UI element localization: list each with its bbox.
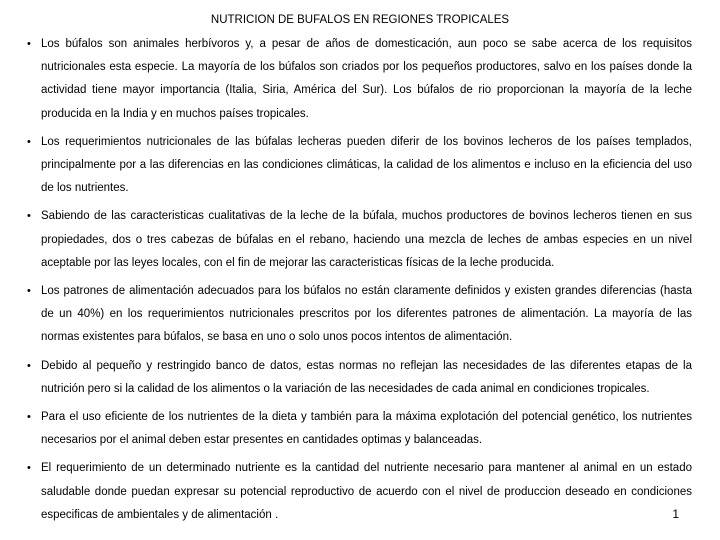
bullet-icon: • [27, 411, 31, 424]
bullet-icon: • [27, 285, 31, 298]
list-item [20, 457, 692, 527]
list-item [20, 205, 692, 275]
list-item [20, 33, 692, 126]
bullet-icon: • [27, 359, 31, 372]
bullet-icon: • [27, 38, 31, 50]
paragraph-text: Los patrones de alimentación adecuados para los búfalos no están claramente definidos y existen grandes diferencias (hasta de un 40%) en los requerimientos nutricionales prescritos por los diferentes patrones de alimentación. La mayoría de las normas existentes para búfalos, se basa en uno o solo unos pocos intentos de alimentación. [41, 285, 692, 344]
bullet-list [20, 33, 692, 532]
paragraph-text: El requerimiento de un determinado nutriente es la cantidad del nutriente necesario para mantener al animal en un estado saludable donde puedan expresar su potencial reproductivo de acuerdo con el nivel de produccion deseado en condiciones especificas de ambientales y de alimentación . [41, 462, 692, 521]
list-item [20, 406, 692, 452]
paragraph-text: Los requerimientos nutricionales de las búfalas lecheras pueden diferir de los bovinos lecheros de los países templados, principalmente por a las diferencias en las condiciones climáticas, la calidad de los alimentos e incluso en la eficiencia del uso de los nutrientes. [41, 135, 692, 195]
bullet-icon: • [27, 135, 31, 148]
list-item [20, 131, 692, 201]
page-number: 1 [672, 507, 679, 521]
paragraph-text: Debido al pequeño y restringido banco de datos, estas normas no reflejan las necesidades de las diferentes etapas de la nutrición pero si la calidad de los alimentos o la variación de las necesidades de cada animal en condiciones tropicales. [41, 359, 692, 395]
paragraph-text: Para el uso eficiente de los nutrientes de la dieta y también para la máxima explotación del potencial genético, los nutrientes necesarios por el animal deben estar presentes en cantidades optimas y balanceadas. [41, 411, 692, 447]
paragraph-text: Los búfalos son animales herbívoros y, a pesar de años de domesticación, aun poco se sabe acerca de los requisitos nutricionales esta especie. La mayoría de los búfalos son criados por los pequeños productores, salvo en los países donde la actividad tiene mayor importancia (Italia, Siria, América del Sur). Los búfalos de rio proporcionan la mayoría de la leche producida en la India y en muchos países tropicales. [41, 38, 692, 120]
bullet-icon: • [27, 210, 31, 223]
document-title: NUTRICION DE BUFALOS EN REGIONES TROPICALES [210, 14, 510, 26]
paragraph-text: Sabiendo de las caracteristicas cualitativas de la leche de la búfala, muchos productores de bovinos lecheros tienen en sus propiedades, dos o tres cabezas de búfalas en el rebano, haciendo una mezcla de leches de ambas especies en un nivel aceptable por las leyes locales, con el fin de mejorar las caracteristicas físicas de la leche producida. [41, 210, 692, 269]
list-item [20, 355, 692, 401]
list-item [20, 280, 692, 350]
bullet-icon: • [27, 462, 31, 475]
